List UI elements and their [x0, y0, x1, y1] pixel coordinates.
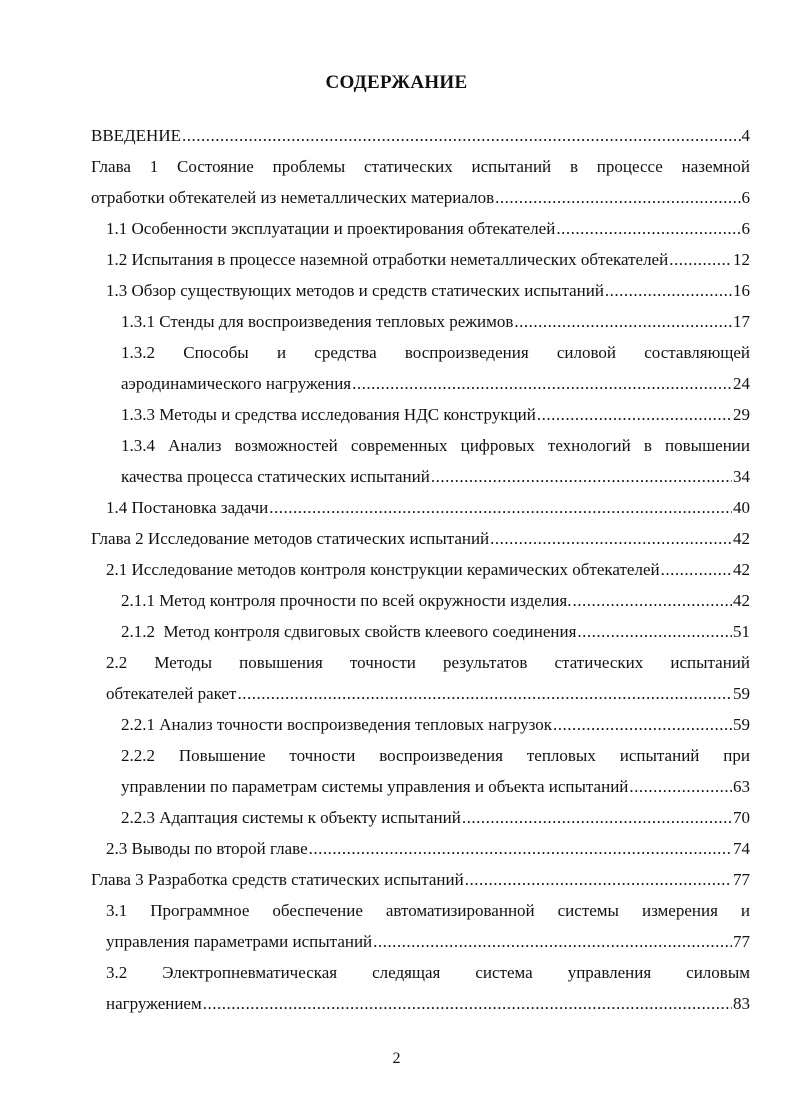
toc-line: [91, 523, 750, 554]
toc-line: [106, 554, 750, 585]
toc-page-number: 42: [733, 560, 750, 579]
toc-line: [121, 709, 750, 740]
toc-entry-title: 2.1 Исследование методов контроля конструкции керамических обтекателей: [106, 560, 660, 579]
toc-page-number: 29: [733, 405, 750, 424]
toc-page-number: 42: [733, 529, 750, 548]
toc-line: [91, 151, 750, 182]
toc-entry-title: 2.2.1 Анализ точности воспроизведения тепловых нагрузок: [121, 715, 553, 734]
toc-line: [121, 740, 750, 771]
toc-entry-title: 1.3 Обзор существующих методов и средств статических испытаний: [106, 281, 604, 300]
toc-line: [106, 647, 750, 678]
toc-entry-title-cont: управлении по параметрам системы управления и объекта испытаний: [121, 777, 629, 796]
dot-leader: [309, 833, 732, 864]
dot-leader: [495, 182, 740, 213]
dot-leader: [465, 864, 732, 895]
toc-entry-title: Глава 2 Исследование методов статических испытаний: [91, 529, 490, 548]
toc-entry-title: 2.1.1 Метод контроля прочности по всей окружности изделия.: [121, 591, 572, 610]
toc-line: [91, 182, 750, 213]
toc-entry-title-cont: управления параметрами испытаний: [106, 932, 373, 951]
toc-page-number: 59: [733, 715, 750, 734]
dot-leader: [462, 802, 732, 833]
toc-line: [106, 213, 750, 244]
toc-entry-2-1-2[interactable]: [121, 616, 750, 647]
toc-entry-title: 3.2 Электропневматическая следящая система управления силовым: [106, 963, 750, 982]
toc-page-number: 40: [733, 498, 750, 517]
toc-entry-2-2-3[interactable]: [121, 802, 750, 833]
toc-entry-1-1[interactable]: [106, 213, 750, 244]
toc-entry-title: 1.3.4 Анализ возможностей современных цифровых технологий в повышении: [121, 436, 750, 455]
dot-leader: [514, 306, 732, 337]
dot-leader: [605, 275, 732, 306]
toc-entry-title: 1.3.3 Методы и средства исследования НДС конструкций: [121, 405, 536, 424]
toc-line: [121, 616, 750, 647]
toc-line: [106, 988, 750, 1019]
toc-page-number: 6: [741, 219, 750, 238]
toc-entry-title: 2.3 Выводы по второй главе: [106, 839, 308, 858]
toc-line: [121, 771, 750, 802]
dot-leader: [269, 492, 732, 523]
toc-page-number: 16: [733, 281, 750, 300]
toc-entry-title: 1.2 Испытания в процессе наземной отработки неметаллических обтекателей: [106, 250, 669, 269]
toc-entry-title-cont: нагружением: [106, 994, 202, 1013]
toc-line: [121, 337, 750, 368]
toc-line: [106, 678, 750, 709]
toc-entry-title: 2.2.2 Повышение точности воспроизведения тепловых испытаний при: [121, 746, 750, 765]
toc-entry-1-4[interactable]: [106, 492, 750, 523]
toc-entry-2-2-1[interactable]: [121, 709, 750, 740]
toc-page-number: 70: [733, 808, 750, 827]
toc-page-number: 83: [733, 994, 750, 1013]
dot-leader: [373, 926, 732, 957]
dot-leader: [629, 771, 732, 802]
toc-entry-1-3-3[interactable]: [121, 399, 750, 430]
toc-entry-3-1[interactable]: [106, 895, 750, 957]
toc-entry-2-3[interactable]: [106, 833, 750, 864]
toc-entry-2-2-2[interactable]: [121, 740, 750, 802]
toc-line: [106, 275, 750, 306]
toc-page-number: 6: [741, 188, 750, 207]
toc-entry-3-2[interactable]: [106, 957, 750, 1019]
toc-entry-1-2[interactable]: [106, 244, 750, 275]
toc-entry-title: 1.3.2 Способы и средства воспроизведения силовой составляющей: [121, 343, 750, 362]
page-title: СОДЕРЖАНИЕ: [325, 72, 468, 93]
toc-entry-2-1-1[interactable]: [121, 585, 750, 616]
dot-leader: [490, 523, 732, 554]
dot-leader: [182, 120, 741, 151]
toc-entry-title: 1.3.1 Стенды для воспроизведения тепловых режимов: [121, 312, 514, 331]
toc-entry-title: 2.1.2 Метод контроля сдвиговых свойств клеевого соединения: [121, 622, 577, 641]
toc-entry-2-2[interactable]: [106, 647, 750, 709]
toc-page-number: 77: [733, 932, 750, 951]
toc-page-number: 17: [733, 312, 750, 331]
toc-entry-1-3[interactable]: [106, 275, 750, 306]
toc-line: [121, 368, 750, 399]
toc-line: [106, 833, 750, 864]
toc-entry-title: 1.4 Постановка задачи: [106, 498, 269, 517]
toc-entry-2-1[interactable]: [106, 554, 750, 585]
toc-page-number: 34: [733, 467, 750, 486]
toc-entry-title: Глава 1 Состояние проблемы статических испытаний в процессе наземной: [91, 157, 750, 176]
toc-line: [106, 895, 750, 926]
toc-entry-title: 2.2 Методы повышения точности результатов статических испытаний: [106, 653, 750, 672]
toc-page-number: 63: [733, 777, 750, 796]
toc-entry-title: 3.1 Программное обеспечение автоматизированной системы измерения и: [106, 901, 750, 920]
toc-line: [91, 864, 750, 895]
toc-entry-chapter-1[interactable]: [91, 151, 750, 213]
toc-line: [106, 244, 750, 275]
toc-page-number: 77: [733, 870, 750, 889]
toc-line: [121, 399, 750, 430]
toc-entry-title: 2.2.3 Адаптация системы к объекту испытаний: [121, 808, 461, 827]
toc-line: [106, 957, 750, 988]
dot-leader: [431, 461, 732, 492]
dot-leader: [661, 554, 732, 585]
toc-line: [106, 926, 750, 957]
toc-line: [121, 802, 750, 833]
toc-line: [121, 585, 750, 616]
toc-page-number: 42: [733, 591, 750, 610]
dot-leader: [352, 368, 732, 399]
toc-line: [121, 430, 750, 461]
toc-entry-intro[interactable]: [91, 120, 750, 151]
toc-line: [106, 492, 750, 523]
toc-entry-chapter-3[interactable]: [91, 864, 750, 895]
toc-page-number: 74: [733, 839, 750, 858]
dot-leader: [556, 213, 740, 244]
toc-entry-title-cont: аэродинамического нагружения: [121, 374, 352, 393]
toc-page-number: 4: [741, 126, 750, 145]
dot-leader: [553, 709, 732, 740]
toc-entry-chapter-2[interactable]: [91, 523, 750, 554]
toc-page-number: 12: [733, 250, 750, 269]
toc-page-number: 24: [733, 374, 750, 393]
dot-leader: [572, 585, 732, 616]
toc-entry-title: 1.1 Особенности эксплуатации и проектирования обтекателей: [106, 219, 556, 238]
dot-leader: [203, 988, 732, 1019]
toc-entry-1-3-4[interactable]: [121, 430, 750, 492]
page-number: 2: [392, 1050, 401, 1067]
toc-entry-1-3-2[interactable]: [121, 337, 750, 399]
toc-entry-1-3-1[interactable]: [121, 306, 750, 337]
toc-entry-title-cont: отработки обтекателей из неметаллических материалов: [91, 188, 495, 207]
dot-leader: [537, 399, 732, 430]
dot-leader: [237, 678, 732, 709]
dot-leader: [669, 244, 732, 275]
toc-line: [121, 306, 750, 337]
toc-page-number: 51: [733, 622, 750, 641]
toc-entry-title: ВВЕДЕНИЕ: [91, 126, 181, 145]
toc-line: [91, 120, 750, 151]
toc-entry-title-cont: качества процесса статических испытаний: [121, 467, 430, 486]
toc-entry-title-cont: обтекателей ракет: [106, 684, 237, 703]
toc-line: [121, 461, 750, 492]
dot-leader: [577, 616, 732, 647]
toc-entry-title: Глава 3 Разработка средств статических испытаний: [91, 870, 464, 889]
toc-page-number: 59: [733, 684, 750, 703]
